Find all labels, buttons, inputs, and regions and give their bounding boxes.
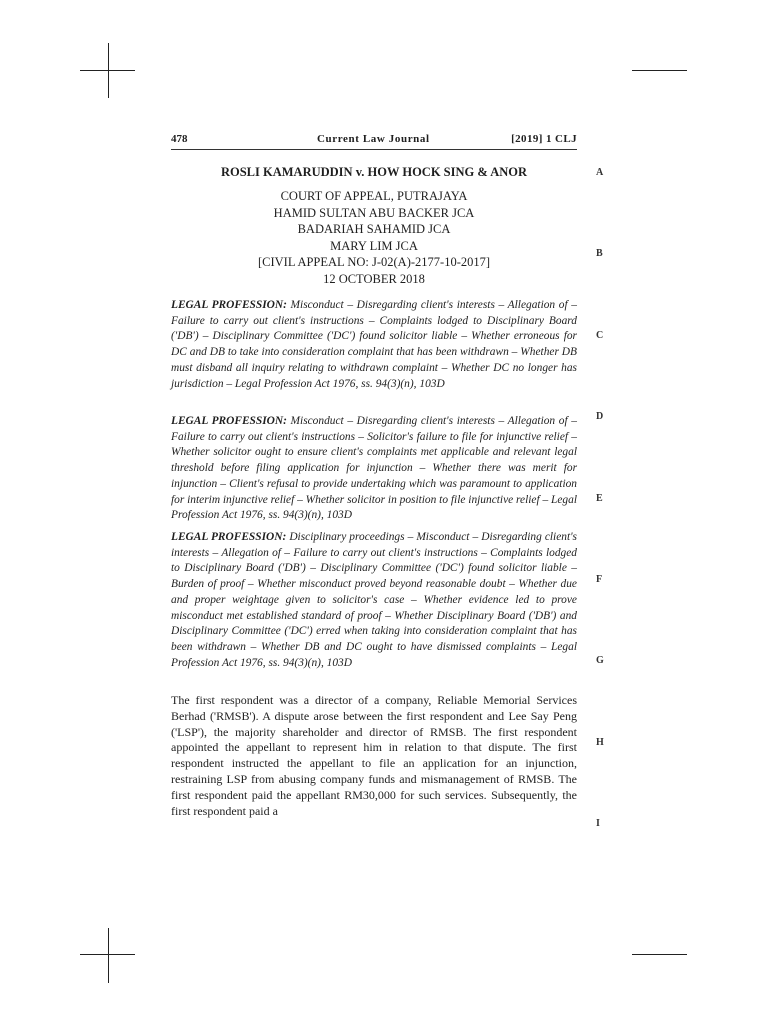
appeal-number: [CIVIL APPEAL NO: J-02(A)-2177-10-2017] [257,255,491,269]
catchword-keyword: LEGAL PROFESSION: [171,531,287,543]
catchword-paragraph [171,530,577,671]
catchword-text: Disciplinary proceedings – Misconduct – Disregarding client's interests – Allegation of – Failure to carry out client's instructions – Complaints lodged to Disciplinary Board ('DB') – Disciplinary Committee ('DC') found solicitor liable – Burden of proof – Whether misconduct proved beyond reasonable doubt – Whether due and proper weightage given to solicitor's case – Whether evidence led to prove misconduct met established standard of proof – Whether Disciplinary Board ('DB') and Disciplinary Committee ('DC') erred when taking into consideration complaint that has been withdrawn – Whether DB and DC ought to have dismissed complaints – Legal Profession Act 1976, ss. 94(3)(n), 103D [171,531,577,669]
crop-mark-bottom-right-horizontal [632,954,687,955]
margin-letter: H [596,737,604,748]
headnote-body-paragraph: The first respondent was a director of a company, Reliable Memorial Services Berhad ('RMSB'). A dispute arose between the first respondent and Lee Say Peng ('LSP'), the majority shareholder and director of RMSB. The first respondent appointed the appellant to represent him in relation to that dispute. The first respondent instructed the appellant to file an application for an injunction, restraining LSP from abusing company funds and mismanagement of RMSB. The first respondent paid the appellant RM30,000 for such services. Subsequently, the first respondent paid a [171,693,577,818]
catchword-paragraph [171,414,577,524]
margin-letter: D [596,411,604,422]
case-title: ROSLI KAMARUDDIN v. HOW HOCK SING & ANOR [220,165,528,179]
running-head [171,133,577,147]
margin-letter: E [596,493,603,504]
crop-mark-top-right-horizontal [632,70,687,71]
margin-letter: B [596,248,603,259]
judge-name: BADARIAH SAHAMID JCA [297,222,451,236]
court-name: COURT OF APPEAL, PUTRAJAYA [280,189,468,203]
catchword-text: Misconduct – Disregarding client's interests – Allegation of – Failure to carry out client's instructions – Solicitor's failure to file for injunctive relief – Whether solicitor ought to ensure client's complaints met applicable and relevant legal threshold before filing application for injunction – Whether there was merit for injunction – Client's refusal to provide undertaking which was paramount to application for interim injunctive relief – Whether solicitor in position to file injunctive relief – Legal Profession Act 1976, ss. 94(3)(n), 103D [171,415,577,522]
judge-name: HAMID SULTAN ABU BACKER JCA [273,205,475,220]
margin-letter: C [596,330,604,341]
crop-mark-top-left-vertical [108,43,109,98]
catchword-paragraph [171,298,577,392]
judgment-date: 12 OCTOBER 2018 [323,271,425,286]
judge-name: MARY LIM JCA [330,238,418,253]
margin-letter: F [596,574,603,585]
catchword-text: Misconduct – Disregarding client's interests – Allegation of – Failure to carry out client's instructions – Complaints lodged to Disciplinary Board ('DB') – Disciplinary Committee ('DC') found solicitor liable – Whether erroneous for DC and DB to take into consideration complaint that has been withdrawn – Whether DB must disband all inquiry relating to withdrawn complaint – Whether DC no longer has jurisdiction – Legal Profession Act 1976, ss. 94(3)(n), 103D [171,299,577,390]
journal-name: Current Law Journal [317,133,430,145]
margin-letter: A [596,167,604,178]
page-number: 478 [171,133,188,145]
margin-letter: I [596,818,600,829]
running-head-rule [171,149,577,150]
margin-letter: G [596,655,604,666]
journal-citation: [2019] 1 CLJ [511,133,577,145]
crop-mark-bottom-left-vertical [108,928,109,983]
catchword-keyword: LEGAL PROFESSION: [171,299,287,311]
court-block [171,188,577,287]
catchword-keyword: LEGAL PROFESSION: [171,415,287,427]
